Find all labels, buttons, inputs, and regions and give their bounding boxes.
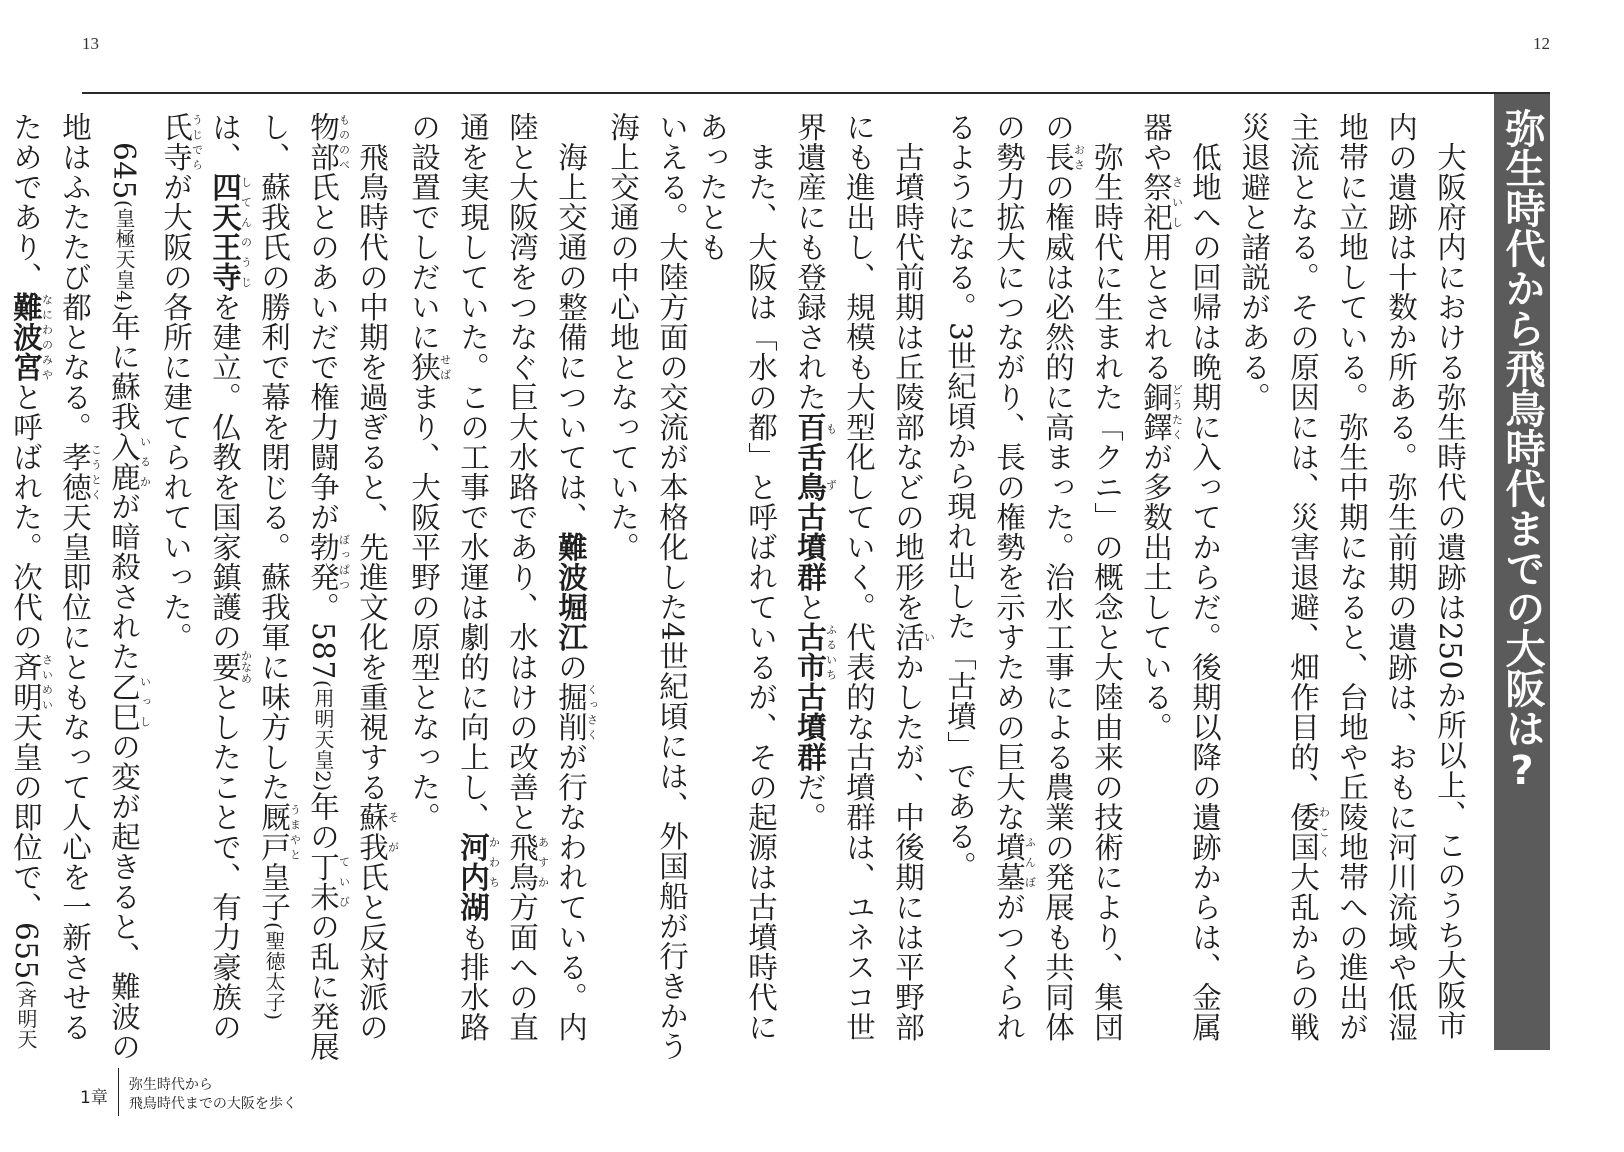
keyword-naniwa-horie: 難波堀江 <box>554 532 588 652</box>
section-heading-band <box>1494 94 1550 1050</box>
header-rule <box>82 92 1550 94</box>
chapter-title-line1: 弥生時代から <box>128 1077 213 1093</box>
keyword-kawachi-ko: 河内かわち湖 <box>456 832 501 922</box>
keyword-shitennoji: 四天王寺してんのうじ <box>208 172 253 292</box>
paragraph: 645(皇極天皇4)年に蘇我入鹿いるかが暗殺された乙巳いっしの変が起きると、難波の地はふたたび都となる。孝徳こうとく天皇即位にともなって人心を一新させるためであり、難波宮なにわのみやと呼ばれた。次代の斉明さいめい天皇の即位で、655(斉明天 <box>9 112 152 1062</box>
paragraph: 大阪府内における弥生時代の遺跡は250か所以上、このうち大阪市内の遺跡は十数か所ある。弥生前期の遺跡は、おもに河川流域や低湿地帯に立地している。弥生中期になると、台地や丘陵地帯への進出が主流となる。その原因には、災害退避、畑作目的、倭国わこく大乱からの戦災退避と諸説がある。 <box>1237 112 1467 1042</box>
paragraph: 低地への回帰は晩期に入ってからだ。後期以降の遺跡からは、金属器や祭祀さいし用とされる銅鐸どうたくが多数出土している。 <box>1139 112 1222 1042</box>
running-footer <box>80 1074 297 1116</box>
chapter-title <box>129 1076 297 1114</box>
page-number-left: 13 <box>82 34 99 53</box>
footer-divider <box>118 1068 119 1116</box>
chapter-label: 1章 <box>80 1087 108 1108</box>
section-heading: 弥生時代から飛鳥時代までの大阪は? <box>1499 108 1545 794</box>
page-number-right: 12 <box>1533 34 1550 53</box>
chapter-title-line2: 飛鳥時代までの大阪を歩く <box>128 1096 297 1112</box>
paragraph: 飛鳥時代の中期を過ぎると、先進文化を重視する蘇我そが氏と反対派の物部もののべ氏とのあいだで権力闘争が勃発ぼっぱつ。587(用明天皇2)年の丁未ていびの乱に発展し、蘇我氏の勝利で幕を閉じる。蘇我軍に味方した厩戸うまやと皇子(聖徳太子)は、四天王寺してんのうじを建立。仏教を国家鎮護の要かなめとしたことで、有力豪族の氏寺うじでらが大阪の各所に建てられていった。 <box>159 112 400 1062</box>
paragraph: また、大阪は「水の都」と呼ばれているが、その起源は古墳時代にあったとも <box>695 112 778 1042</box>
left-page-body <box>9 112 696 1062</box>
keyword-naniwanomiya: 難波宮なにわのみや <box>9 292 54 382</box>
paragraph: いえる。大陸方面の交流が本格化した4世紀頃には、外国船が行きかう海上交通の中心地となっていた。 <box>606 112 689 1062</box>
paragraph: 海上交通の整備については、難波堀江の掘削くっさくが行なわれている。内陸と大阪湾をつなぐ巨大水路であり、水はけの改善と飛鳥あすか方面への直通を実現していた。この工事で水運は劇的に向上し、河内かわち湖も排水路の設置でしだいに狭せばまり、大阪平野の原型となった。 <box>407 112 599 1042</box>
paragraph: 弥生時代に生まれた「クニ」の概念と大陸由来の技術により、集団の長おさの権威は必然的に高まった。治水工事による農業の発展も共同体の勢力拡大につながり、長の権勢を示すための巨大な墳墓ふんぼがつくられるようになる。3世紀頃から現れ出した「古墳」である。 <box>943 112 1124 1042</box>
keyword-mozu: 百舌鳥もず古墳群 <box>793 412 838 592</box>
paragraph: 古墳時代前期は丘陵部などの地形を活いかしたが、中後期には平野部にも進出し、規模も大型化していく。代表的な古墳群は、ユネスコ世界遺産にも登録された百舌鳥もず古墳群と古市ふるいち古墳群だ。 <box>793 112 936 1042</box>
keyword-furuichi: 古市ふるいち古墳群 <box>793 622 838 772</box>
right-page-body <box>695 112 1474 1062</box>
